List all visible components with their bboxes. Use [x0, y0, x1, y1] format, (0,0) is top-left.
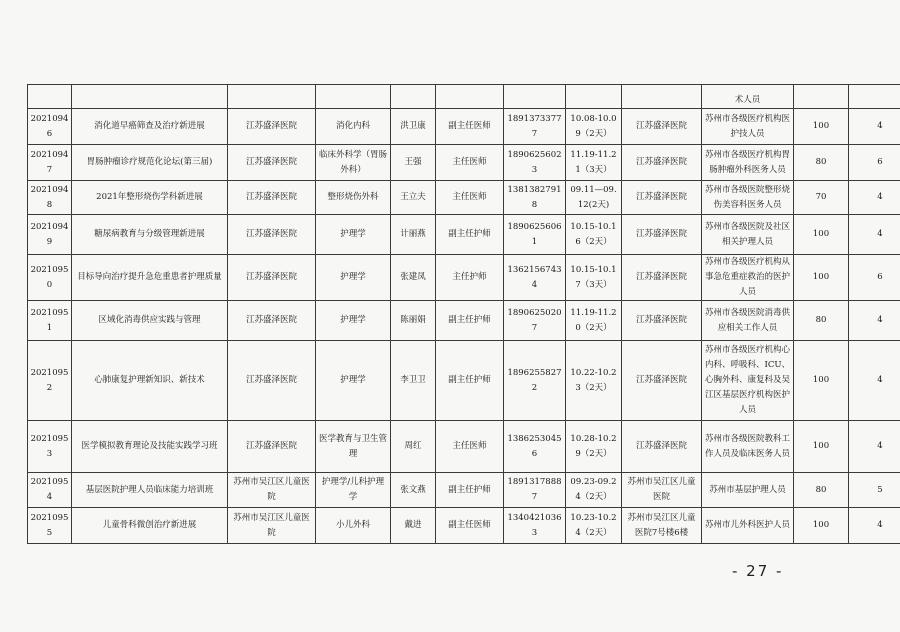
cell-credit: 4: [849, 301, 900, 341]
cell-dates: 11.19-11.21（3天）: [566, 145, 622, 181]
cell-course-title: 目标导向治疗提升急危重患者护理质量: [72, 255, 228, 301]
cell-department: 护理学/儿科护理学: [316, 473, 391, 508]
cell-rank: 主任医师: [436, 181, 504, 215]
cell-count: 80: [794, 145, 849, 181]
cell-dates: 10.23-10.24（2天）: [566, 508, 622, 544]
cell-course-title: 基层医院护理人员临床能力培训班: [72, 473, 228, 508]
cell-phone: 18962558272: [504, 341, 566, 421]
table-row: [28, 341, 900, 421]
cell-credit: 4: [849, 421, 900, 473]
cell-venue: 江苏盛泽医院: [622, 145, 702, 181]
cell-course-title: 胃肠肿瘤诊疗规范化论坛(第三届): [72, 145, 228, 181]
cell-person: 戴进: [391, 508, 436, 544]
cell-rank: 主任医师: [436, 421, 504, 473]
cell-course-id: 20210950: [28, 255, 72, 301]
cell-count: 80: [794, 473, 849, 508]
cell-venue: 苏州市吴江区儿童医院7号楼6楼: [622, 508, 702, 544]
cell-credit: 6: [849, 145, 900, 181]
cell-credit: 4: [849, 215, 900, 255]
cell-credit: 4: [849, 341, 900, 421]
cell-department: 整形烧伤外科: [316, 181, 391, 215]
cell-course-title: 糖尿病教育与分级管理新进展: [72, 215, 228, 255]
cell-person: 陈丽娟: [391, 301, 436, 341]
cell-target: 苏州市各级医疗机构医护技人员: [702, 109, 794, 145]
cell-venue: 苏州市吴江区儿童医院: [622, 473, 702, 508]
cell-person: 周红: [391, 421, 436, 473]
cell-dates: 10.15-10.17（3天）: [566, 255, 622, 301]
cell-course-title: 心肺康复护理新知识、新技术: [72, 341, 228, 421]
cell-department: 护理学: [316, 215, 391, 255]
cell-rank: 副主任医师: [436, 508, 504, 544]
cell-venue: 江苏盛泽医院: [622, 421, 702, 473]
cell-credit: 4: [849, 508, 900, 544]
cell-course-title: 2021年整形烧伤学科新进展: [72, 181, 228, 215]
cell-count: 100: [794, 109, 849, 145]
cell-department: 临床外科学（胃肠外科）: [316, 145, 391, 181]
cell-person: 张建凤: [391, 255, 436, 301]
cell-phone: 18906256061: [504, 215, 566, 255]
cell-rank: 主任护师: [436, 255, 504, 301]
cell-phone: 18913178887: [504, 473, 566, 508]
cell-course-id: 20210953: [28, 421, 72, 473]
cell-course-id: 20210947: [28, 145, 72, 181]
cell-dates: 10.08-10.09（2天）: [566, 109, 622, 145]
cell-organizer: 江苏盛泽医院: [228, 109, 316, 145]
table-row: [28, 255, 900, 301]
table-row: [28, 109, 900, 145]
cell-venue: 江苏盛泽医院: [622, 301, 702, 341]
cell-course-id: 20210955: [28, 508, 72, 544]
cell-venue: 江苏盛泽医院: [622, 341, 702, 421]
cell-dates: 09.23-09.24（2天）: [566, 473, 622, 508]
table-row: [28, 145, 900, 181]
cell-target: 术人员: [702, 85, 794, 109]
cell-venue: 江苏盛泽医院: [622, 215, 702, 255]
cell-organizer: 苏州市吴江区儿童医院: [228, 508, 316, 544]
cell-phone: 13862530456: [504, 421, 566, 473]
cell-person: 张文燕: [391, 473, 436, 508]
cell-course-title: 消化道早癌筛查及治疗新进展: [72, 109, 228, 145]
cell-credit: 4: [849, 181, 900, 215]
cell-target: 苏州市各级医疗机构从事急危重症救治的医护人员: [702, 255, 794, 301]
cell-course-id: 20210949: [28, 215, 72, 255]
cell-department: 小儿外科: [316, 508, 391, 544]
cell-department: 消化内科: [316, 109, 391, 145]
cell-target: 苏州市各级医疗机构心内科、呼吸科、ICU、心胸外科、康复科及吴江区基层医疗机构医护人员: [702, 341, 794, 421]
cell-venue: 江苏盛泽医院: [622, 109, 702, 145]
cell-phone: 13404210363: [504, 508, 566, 544]
cell-rank: 副主任护师: [436, 301, 504, 341]
cell-rank: 副主任护师: [436, 341, 504, 421]
cell-phone: 18913733777: [504, 109, 566, 145]
cell-target: 苏州市各级医院整形烧伤美容科医务人员: [702, 181, 794, 215]
cell-target: 苏州市各级医院及社区相关护理人员: [702, 215, 794, 255]
cell-phone: 13813827918: [504, 181, 566, 215]
cell-organizer: 江苏盛泽医院: [228, 145, 316, 181]
cell-department: 护理学: [316, 301, 391, 341]
cell-count: 80: [794, 301, 849, 341]
cell-target: 苏州市各级医疗机构胃肠肿瘤外科医务人员: [702, 145, 794, 181]
cell-count: 100: [794, 508, 849, 544]
cell-person: 洪卫康: [391, 109, 436, 145]
table-row: [28, 181, 900, 215]
cell-target: 苏州市儿外科医护人员: [702, 508, 794, 544]
cell-organizer: 江苏盛泽医院: [228, 421, 316, 473]
cell-count: 70: [794, 181, 849, 215]
cell-course-title: 儿童骨科微创治疗新进展: [72, 508, 228, 544]
cell-department: 护理学: [316, 341, 391, 421]
cell-course-id: 20210951: [28, 301, 72, 341]
cell-venue: 江苏盛泽医院: [622, 181, 702, 215]
cell-credit: 6: [849, 255, 900, 301]
cell-dates: 10.15-10.16（2天）: [566, 215, 622, 255]
table-row-continuation: [28, 85, 900, 109]
cell-department: 护理学: [316, 255, 391, 301]
cell-dates: 09.11—09.12(2天): [566, 181, 622, 215]
cell-course-id: 20210952: [28, 341, 72, 421]
cell-person: 王强: [391, 145, 436, 181]
cell-course-title: 医学模拟教育理论及技能实践学习班: [72, 421, 228, 473]
table-row: [28, 421, 900, 473]
cell-dates: 10.22-10.23（2天）: [566, 341, 622, 421]
cell-rank: 主任医师: [436, 145, 504, 181]
table-row: [28, 215, 900, 255]
course-table: [27, 84, 900, 544]
cell-target: 苏州市各级医院教科工作人员及临床医务人员: [702, 421, 794, 473]
cell-rank: 副主任医师: [436, 109, 504, 145]
cell-course-id: 20210946: [28, 109, 72, 145]
cell-phone: 18906250207: [504, 301, 566, 341]
cell-organizer: 江苏盛泽医院: [228, 255, 316, 301]
table-row: [28, 301, 900, 341]
page-number: - 27 -: [732, 562, 784, 580]
cell-organizer: 江苏盛泽医院: [228, 215, 316, 255]
cell-rank: 副主任护师: [436, 215, 504, 255]
table-row: [28, 473, 900, 508]
cell-dates: 10.28-10.29（2天）: [566, 421, 622, 473]
cell-course-title: 区域化消毒供应实践与管理: [72, 301, 228, 341]
cell-target: 苏州市基层护理人员: [702, 473, 794, 508]
cell-rank: 副主任护师: [436, 473, 504, 508]
cell-organizer: 苏州市吴江区儿童医院: [228, 473, 316, 508]
cell-organizer: 江苏盛泽医院: [228, 301, 316, 341]
cell-organizer: 江苏盛泽医院: [228, 341, 316, 421]
cell-department: 医学教育与卫生管理: [316, 421, 391, 473]
cell-credit: 5: [849, 473, 900, 508]
cell-count: 100: [794, 421, 849, 473]
cell-target: 苏州市各级医院消毒供应相关工作人员: [702, 301, 794, 341]
cell-count: 100: [794, 215, 849, 255]
cell-dates: 11.19-11.20（2天）: [566, 301, 622, 341]
cell-course-id: 20210948: [28, 181, 72, 215]
cell-person: 计丽燕: [391, 215, 436, 255]
cell-phone: 13621567434: [504, 255, 566, 301]
cell-count: 100: [794, 255, 849, 301]
cell-venue: 江苏盛泽医院: [622, 255, 702, 301]
cell-count: 100: [794, 341, 849, 421]
cell-credit: 4: [849, 109, 900, 145]
cell-course-id: 20210954: [28, 473, 72, 508]
cell-person: 王立夫: [391, 181, 436, 215]
table-row: [28, 508, 900, 544]
cell-organizer: 江苏盛泽医院: [228, 181, 316, 215]
cell-phone: 18906256023: [504, 145, 566, 181]
cell-person: 李卫卫: [391, 341, 436, 421]
